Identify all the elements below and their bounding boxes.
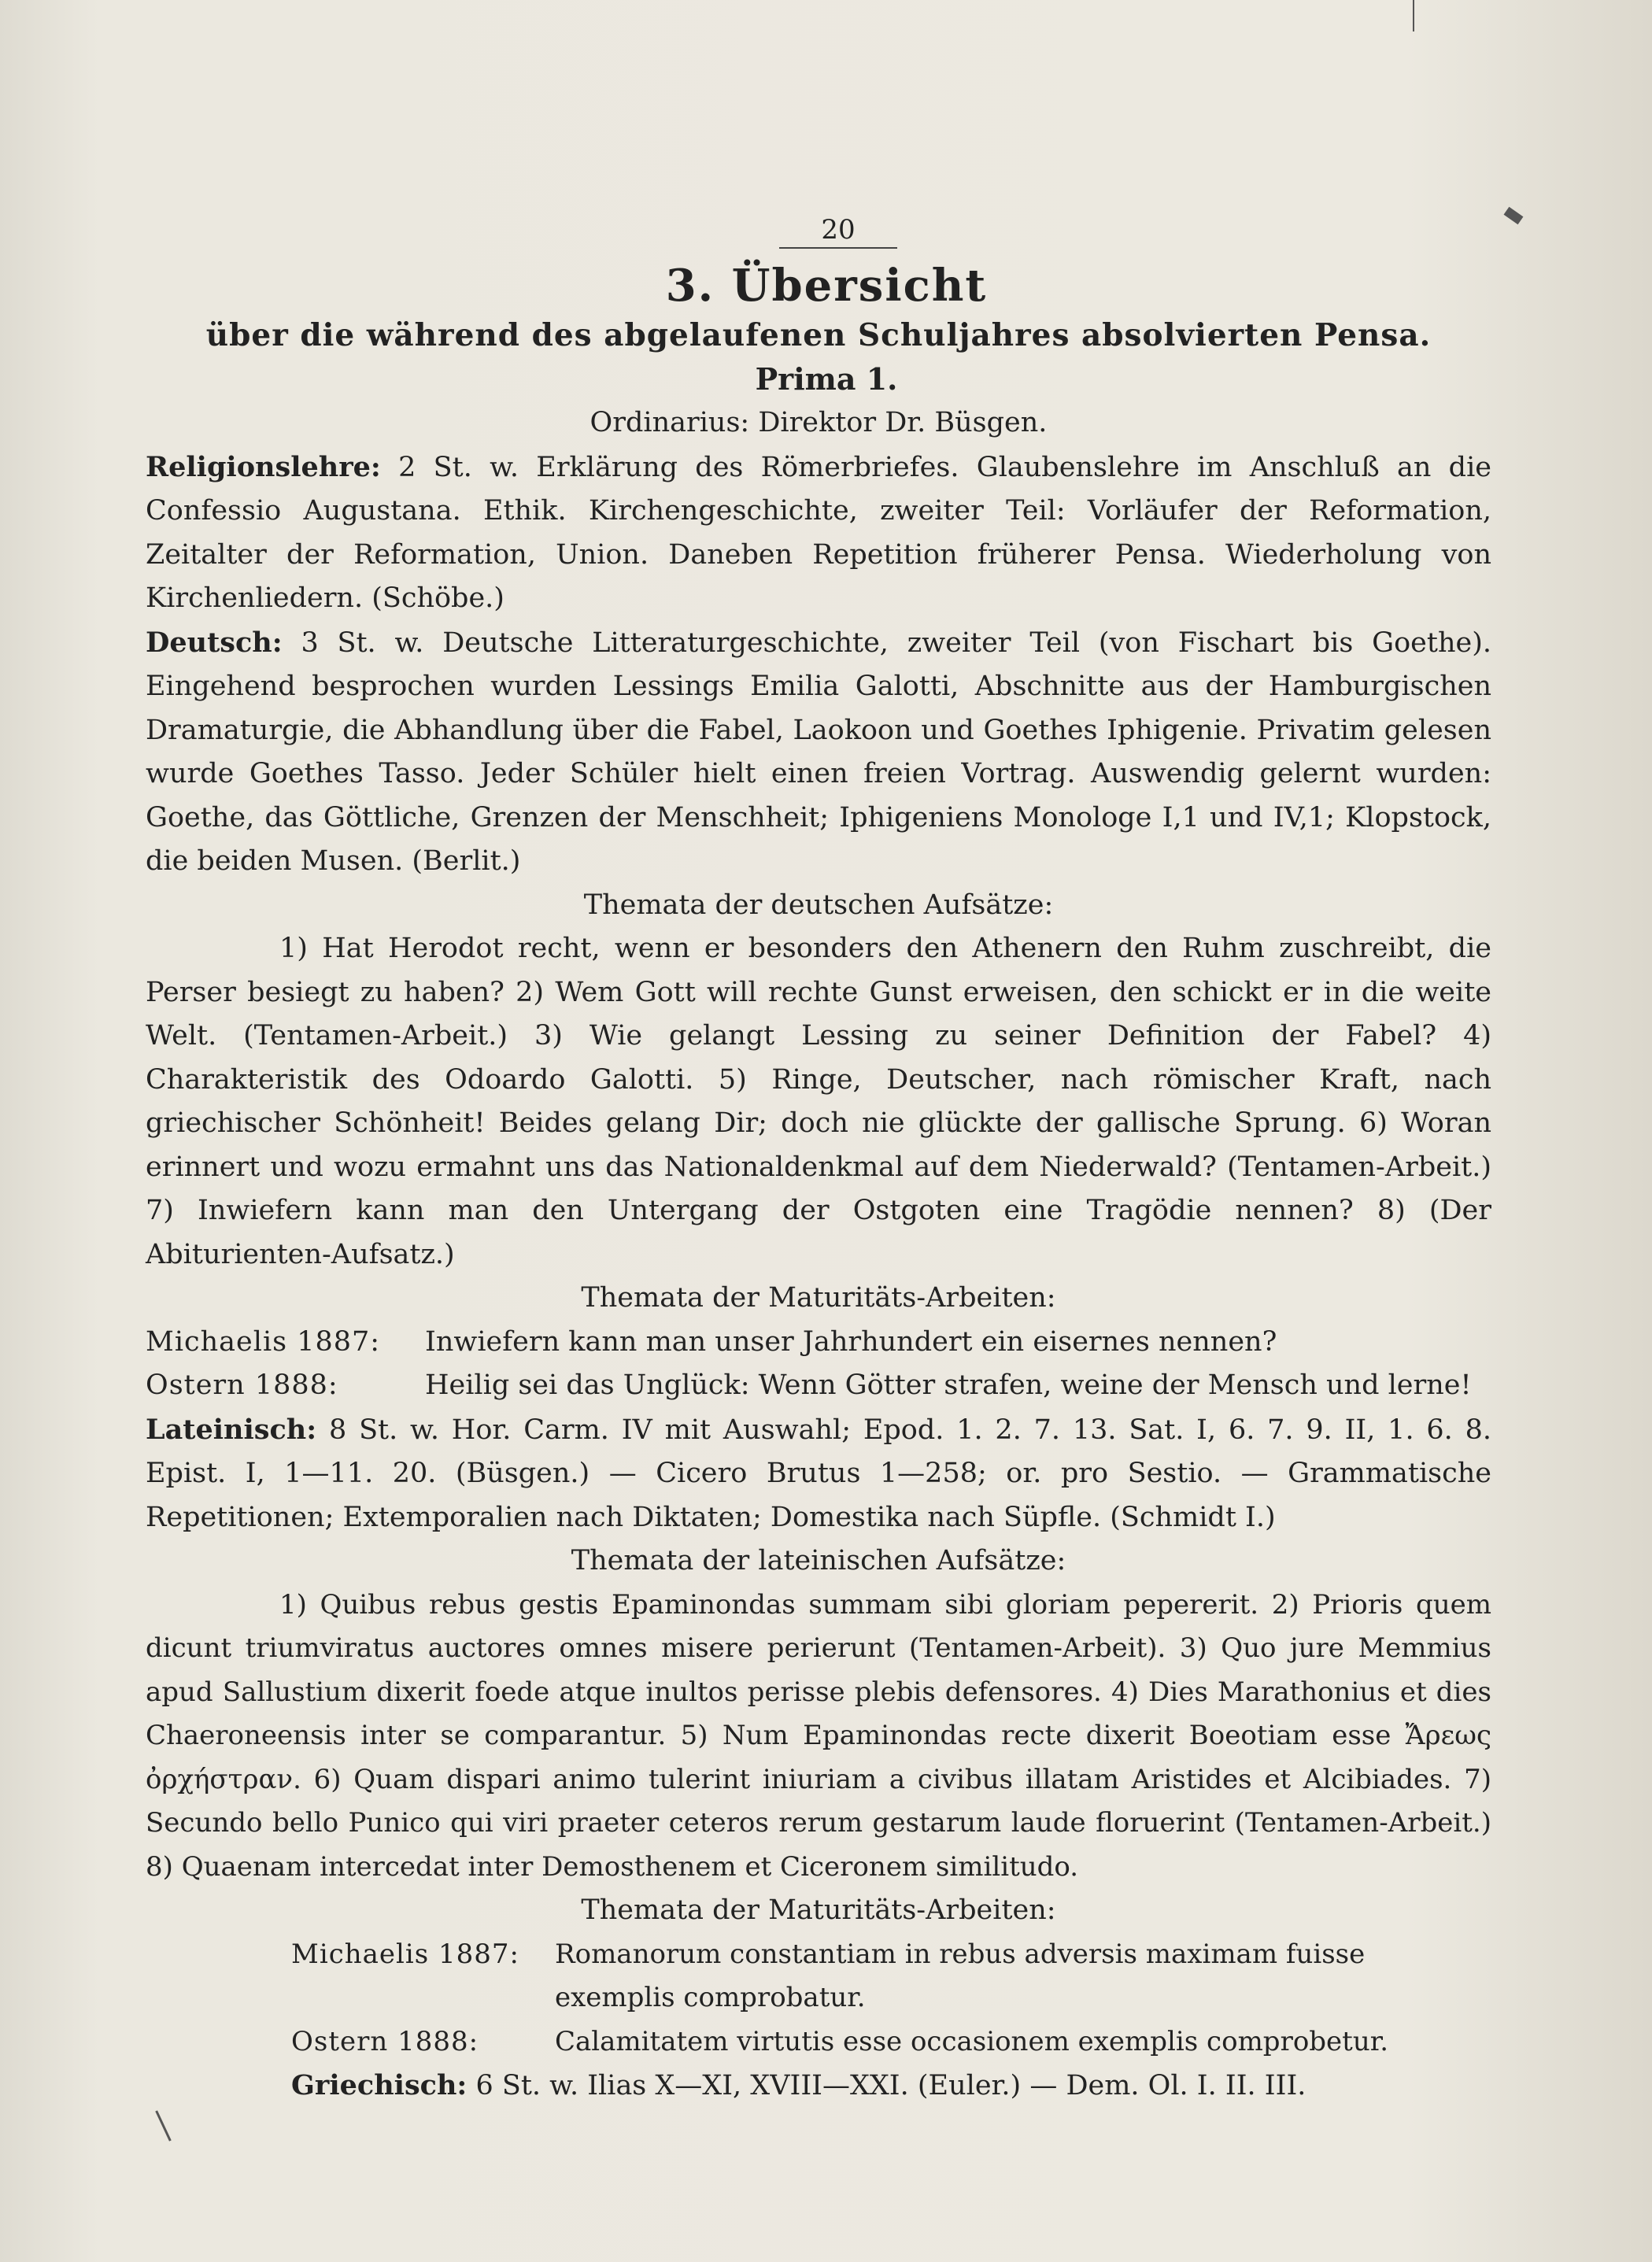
page-content <box>146 213 1491 2109</box>
ordinarius: Ordinarius: Direktor Dr. Büsgen. <box>589 407 1048 438</box>
latein-matur-ostern <box>146 2020 1491 2064</box>
matur-label: Ostern 1888: <box>291 2025 479 2057</box>
page-number: 20 <box>821 214 856 246</box>
latein-themes-text: 1) Quibus rebus gestis Epaminondas summam sibi gloriam pepererit. 2) Prioris quem dicunt triumviratus auctores omnes misere perierunt (Tentamen-Arbeit). 3) Quo jure Memmius apud Sallustium dixerit foede atque inultos perisse plebis defensores. 4) Dies Marathonius et dies Chaeroneensis inter se comparantur. 5) Num Epaminondas recte dixerit Boeotiam esse Ἄρεως ὀρχήστραν. 6) Quam dispari animo tulerint iniuriam a civibus illatam Aristides et Alcibiades. 7) Secundo bello Punico qui viri praeter ceteros rerum gestarum laude floruerint (Tentamen-Arbeit.) 8) Quaenam intercedat inter Demosthenem et Ciceronem similitudo. <box>146 1588 1491 1883</box>
deutsch-matur-heading: Themata der Maturitäts-Arbeiten: <box>581 1282 1056 1314</box>
religion-label: Religionslehre: <box>146 450 381 483</box>
matur-label: Michaelis 1887: <box>146 1325 381 1358</box>
latein-label: Lateinisch: <box>146 1413 317 1446</box>
griechisch-label: Griechisch: <box>291 2069 468 2101</box>
matur-text: Inwiefern kann man unser Jahrhundert ein eisernes nennen? <box>425 1325 1277 1358</box>
latein-paragraph <box>146 1408 1491 1540</box>
deutsch-matur-michaelis <box>146 1321 1491 1365</box>
deutsch-label: Deutsch: <box>146 626 283 659</box>
ink-mark <box>1504 207 1524 224</box>
section-number: 3. <box>665 260 715 312</box>
section-title-text: Übersicht <box>731 260 988 312</box>
latein-text: 8 St. w. Hor. Carm. IV mit Auswahl; Epod. 1. 2. 7. 13. Sat. I, 6. 7. 9. II, 1. 6. 8. Epist. I, 1—11. 20. (Büsgen.) — Cicero Brutus 1—258; or. pro Sestio. — Grammatische Repetitionen; Extemporalien nach Diktaten; Domestika nach Süpfle. (Schmidt I.) <box>146 1414 1491 1533</box>
griechisch-paragraph <box>146 2064 1491 2109</box>
griechisch-text: 6 St. w. Ilias X—XI, XVIII—XXI. (Euler.) — Dem. Ol. I. II. III. <box>475 2070 1306 2101</box>
deutsch-themes-text: 1) Hat Herodot recht, wenn er besonders den Athenern den Ruhm zuschreibt, die Perser besiegt zu haben? 2) Wem Gott will rechte Gunst erweisen, den schickt er in die weite Welt. (Tentamen-Arbeit.) 3) Wie gelangt Lessing zu seiner Definition der Fabel? 4) Charakteristik des Odoardo Galotti. 5) Ringe, Deutscher, nach römischer Kraft, nach griechischer Schönheit! Beides gelang Dir; doch nie glückte der gallische Sprung. 6) Woran erinnert und wozu ermahnt uns das Nationaldenkmal auf dem Niederwald? (Tentamen-Arbeit.) 7) Inwiefern kann man den Untergang der Ostgoten eine Tragödie nennen? 8) (Der Abiturienten-Aufsatz.) <box>146 933 1491 1270</box>
religion-text: 2 St. w. Erklärung des Römerbriefes. Glaubenslehre im Anschluß an die Confessio Augustana. Ethik. Kirchengeschichte, zweiter Teil: Vorläufer der Reformation, Zeitalter der Reformation, Union. Daneben Repetition früherer Pensa. Wiederholung von Kirchenliedern. (Schöbe.) <box>146 451 1491 614</box>
ink-mark <box>155 2110 171 2141</box>
latein-themes-heading: Themata der lateinischen Aufsätze: <box>571 1545 1066 1576</box>
deutsch-paragraph <box>146 621 1491 884</box>
deutsch-themes-heading: Themata der deutschen Aufsätze: <box>583 889 1054 921</box>
latein-matur-michaelis <box>146 1933 1491 2020</box>
matur-text: Calamitatem virtutis esse occasionem exemplis comprobetur. <box>555 2025 1389 2057</box>
deutsch-matur-ostern <box>146 1364 1491 1408</box>
matur-text: Romanorum constantiam in rebus adversis maximam fuisse exemplis comprobatur. <box>555 1938 1366 2013</box>
latein-matur-heading: Themata der Maturitäts-Arbeiten: <box>581 1894 1056 1926</box>
section-title <box>161 258 1491 313</box>
class-title: Prima 1. <box>755 361 898 397</box>
matur-label: Michaelis 1887: <box>291 1938 520 1970</box>
matur-text: Heilig sei das Unglück: Wenn Götter strafen, weine der Mensch und lerne! <box>425 1369 1472 1401</box>
deutsch-text: 3 St. w. Deutsche Litteraturgeschichte, zweiter Teil (von Fischart bis Goethe). Eingehend besprochen wurden Lessings Emilia Galotti, Abschnitte aus der Hamburgischen Dramaturgie, die Abhandlung über die Fabel, Laokoon und Goethes Iphigenie. Privatim gelesen wurde Goethes Tasso. Jeder Schüler hielt einen freien Vortrag. Auswendig gelernt wurden: Goethe, das Göttliche, Grenzen der Menschheit; Iphigeniens Monologe I,1 und IV,1; Klopstock, die beiden Musen. (Berlit.) <box>146 626 1491 877</box>
ink-mark <box>1413 0 1414 31</box>
page-number-rule <box>779 247 897 249</box>
matur-label: Ostern 1888: <box>146 1369 338 1401</box>
religion-paragraph <box>146 445 1491 621</box>
section-subtitle: über die während des abgelaufenen Schuljahres absolvierten Pensa. <box>205 317 1432 353</box>
